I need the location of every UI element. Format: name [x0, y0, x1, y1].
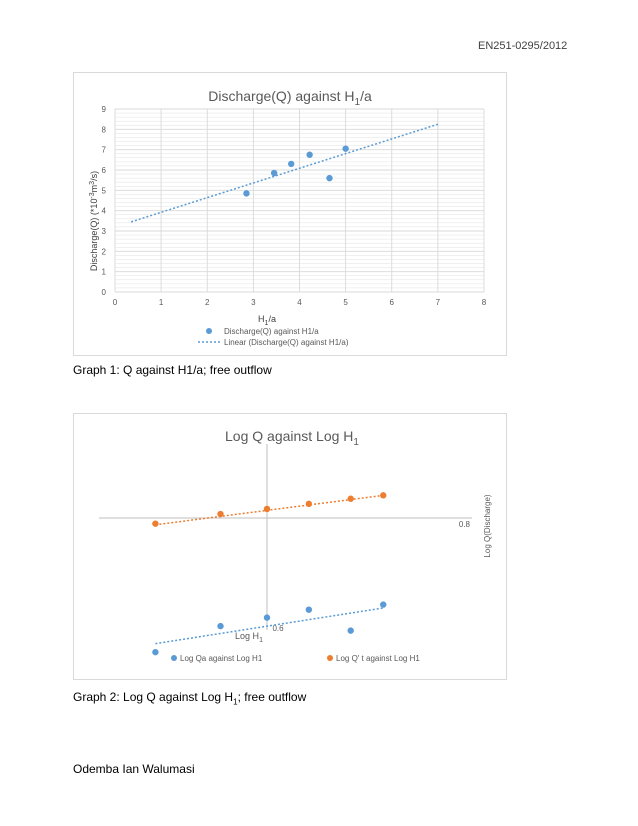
chart2-title: Log Q against Log $H_1$ [225, 428, 359, 448]
chart1-y-tick-label: 7 [101, 145, 106, 155]
chart1-y-tick-label: 4 [101, 206, 106, 216]
chart1-data-point [342, 145, 348, 151]
chart2-svg [74, 414, 506, 679]
chart1-data-point [326, 175, 332, 181]
chart2-y-tick-label-low: 0.6 [272, 624, 284, 633]
chart2-data-point-log-qt [217, 511, 223, 517]
chart1-data-points [243, 145, 349, 196]
chart1-x-tick-labels [113, 298, 487, 307]
chart1-x-tick-label: 8 [481, 298, 487, 307]
document-id-header: EN251-0295/2012 [478, 40, 568, 52]
chart2-legend-marker-log-qt [327, 655, 333, 661]
footer-author-name: Odemba Ian Walumasi [73, 762, 195, 776]
chart2-data-point-log-qa [306, 606, 312, 612]
chart1-x-tick-label: 7 [435, 298, 441, 307]
chart1-legend-label-trend: Linear (Discharge(Q) against H1/a) [224, 338, 349, 347]
chart2-data-point-log-qa [264, 614, 270, 620]
chart1-x-tick-label: 3 [251, 298, 256, 307]
chart1-x-tick-label: 5 [343, 298, 348, 307]
chart2-legend [171, 654, 420, 663]
chart1-title: Discharge(Q) against $H_1/a$ [208, 88, 372, 108]
chart2-data-point-log-qt [264, 506, 270, 512]
caption-graph-1: Graph 1: Q against H1/a; free outflow [73, 363, 272, 377]
chart1-x-tick-label: 6 [389, 298, 394, 307]
chart1-data-point [306, 152, 312, 158]
chart1-svg [74, 73, 506, 355]
chart1-x-tick-label: 1 [158, 298, 164, 307]
chart1-y-tick-label: 5 [101, 186, 106, 196]
chart1-y-tick-label: 8 [101, 125, 106, 135]
chart2-data-point-log-qa [217, 623, 223, 629]
chart1-y-tick-label: 6 [101, 166, 106, 175]
chart1-y-axis-label: Discharge(Q) $(*10^{-3}m^3/s)$ [89, 170, 99, 272]
chart2-data-point-log-qa [380, 601, 386, 607]
chart1-y-tick-labels [102, 105, 107, 297]
chart1-x-axis-label: $H_1/a$ [258, 314, 276, 327]
chart1-legend-marker-series [206, 328, 212, 334]
chart1-gridlines [115, 109, 484, 292]
chart2-y-axis-label: Log Q(Discharge) [483, 494, 492, 558]
chart2-data-point-log-qt [348, 496, 354, 502]
chart1-x-tick-label: 4 [297, 298, 302, 307]
chart1-y-tick-label: 3 [101, 227, 106, 236]
chart1-x-tick-label: 0 [112, 298, 118, 307]
chart2-data-point-log-qt [306, 501, 312, 507]
chart2-y-tick-label-high: 0.8 [458, 520, 470, 529]
chart2-legend-marker-log-qa [171, 655, 177, 661]
chart2-data-point-log-qa [152, 649, 158, 655]
chart2-trendline-log-qa [155, 608, 383, 644]
chart1-y-tick-label: 1 [101, 267, 106, 277]
chart1-y-tick-label: 0 [101, 288, 106, 297]
caption-graph-2-subscript: 1 [233, 697, 238, 707]
chart1-data-point [271, 170, 277, 176]
chart2-legend-label-log-qt: Log Q' t against Log H1 [336, 654, 420, 663]
chart1-legend [198, 327, 349, 347]
chart1-data-point [243, 190, 249, 196]
chart2-x-axis-label: Log $H_1$ [235, 631, 263, 644]
chart1-data-point [288, 161, 294, 167]
chart2-data-point-log-qt [380, 492, 386, 498]
chart2-legend-label-log-qa: Log Qa against Log H1 [180, 654, 263, 663]
caption-graph-2: Graph 2: Log Q against Log $H_1$; free outflow [73, 690, 307, 707]
chart1-y-tick-label: 2 [101, 247, 106, 257]
chart-discharge-vs-h1a [73, 72, 507, 356]
chart1-y-tick-label: 9 [101, 105, 106, 114]
chart1-legend-label-series: Discharge(Q) against H1/a [224, 327, 319, 336]
chart-log-q-vs-log-h1 [73, 413, 507, 680]
chart2-data-point-log-qt [152, 520, 158, 526]
chart1-x-tick-label: 2 [205, 298, 210, 307]
chart2-data-points [152, 492, 386, 655]
chart2-data-point-log-qa [348, 627, 354, 633]
